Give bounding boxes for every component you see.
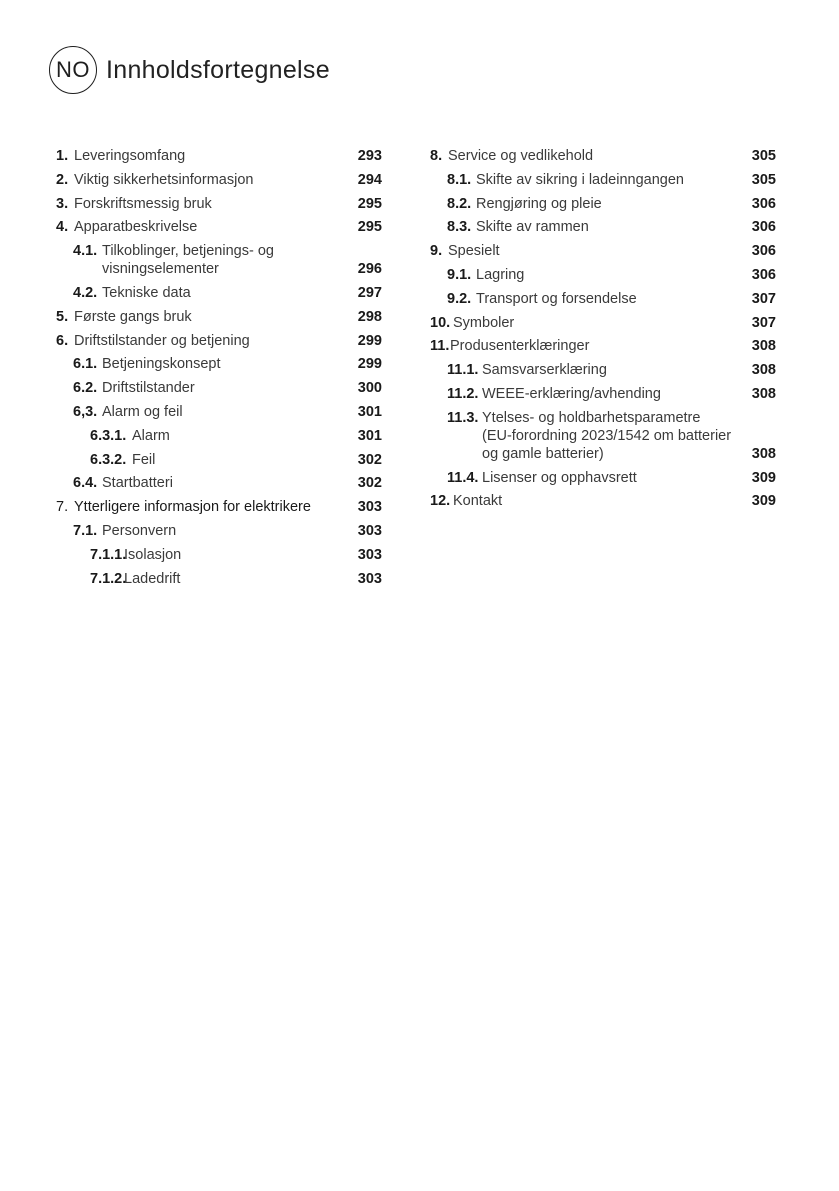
toc-number: 4. <box>56 219 69 236</box>
toc-entry[interactable] <box>56 242 382 278</box>
toc-page: 308 <box>751 338 776 355</box>
toc-number: 4.2. <box>73 284 98 301</box>
toc-title: Symboler <box>453 314 515 331</box>
toc-entry[interactable] <box>56 403 382 421</box>
toc-page: 306 <box>751 195 776 212</box>
toc-title: Alarm og feil <box>102 403 183 420</box>
toc-page: 299 <box>357 356 382 373</box>
toc-number: 11.2. <box>447 385 479 402</box>
toc-number: 11.3. <box>447 409 479 426</box>
page-title: Innholdsfortegnelse <box>106 56 330 84</box>
toc-page: 305 <box>751 148 776 164</box>
toc-entry[interactable] <box>430 361 776 379</box>
toc-title: Service og vedlikehold <box>448 148 594 164</box>
toc-number: 6,3. <box>73 403 98 420</box>
toc-title: Skifte av sikring i ladeinngangen <box>476 171 684 188</box>
toc-page: 306 <box>751 266 776 283</box>
toc-number: 9.1. <box>447 266 472 283</box>
toc-number: 9.2. <box>447 290 472 307</box>
toc-page: 306 <box>751 219 776 236</box>
toc-number: 6.1. <box>73 356 98 373</box>
toc-column-left <box>56 147 382 593</box>
toc-number: 6.2. <box>73 380 98 397</box>
toc-entry[interactable] <box>430 147 776 165</box>
toc-title: Alarm <box>132 427 170 444</box>
toc-number: 6.3.1. <box>90 427 127 444</box>
toc-entry[interactable] <box>56 379 382 397</box>
toc-page: 303 <box>357 546 382 563</box>
toc-page: 308 <box>751 362 776 379</box>
toc-entry[interactable] <box>430 492 776 510</box>
toc-page: 307 <box>751 314 776 331</box>
toc-entry[interactable] <box>430 266 776 284</box>
toc-entry[interactable] <box>56 570 382 588</box>
toc-page: 307 <box>751 290 776 307</box>
toc-title: Ytterligere informasjon for elektrikere <box>74 499 311 516</box>
toc-title: Lagring <box>476 266 525 283</box>
toc-title: Forskriftsmessig bruk <box>74 195 212 212</box>
toc-entry[interactable] <box>56 171 382 189</box>
toc-entry[interactable] <box>56 218 382 236</box>
toc-page: 303 <box>357 522 382 539</box>
toc-page: 295 <box>357 219 382 236</box>
toc-entry[interactable] <box>430 409 776 463</box>
toc-entry[interactable] <box>430 242 776 260</box>
toc-number: 8.2. <box>447 195 472 212</box>
toc-entry[interactable] <box>430 171 776 189</box>
toc-title: Rengjøring og pleie <box>476 195 602 212</box>
toc-title: Skifte av rammen <box>476 219 589 236</box>
toc-page: 293 <box>357 148 382 164</box>
toc-number: 3. <box>56 195 69 212</box>
toc-title: Isolasjon <box>124 546 182 563</box>
toc-title: Apparatbeskrivelse <box>74 219 198 236</box>
toc-number: 9. <box>430 243 443 260</box>
toc-title: Samsvarserklæring <box>482 362 607 379</box>
toc-number: 6.4. <box>73 475 98 492</box>
toc-page: 303 <box>357 570 382 587</box>
toc-number: 8. <box>430 148 443 164</box>
toc-number: 4.1. <box>73 243 98 260</box>
toc-entry[interactable] <box>430 385 776 403</box>
toc-title: Leveringsomfang <box>74 148 186 164</box>
toc-page: 295 <box>357 195 382 212</box>
toc-page: 294 <box>357 171 382 188</box>
toc-page: 303 <box>357 499 382 516</box>
toc-title: Driftstilstander <box>102 380 195 397</box>
toc-number: 1. <box>56 148 69 164</box>
toc-title: Tekniske data <box>102 284 191 301</box>
toc-page: 306 <box>751 243 776 260</box>
toc-number: 2. <box>56 171 69 188</box>
toc-entry[interactable] <box>56 195 382 213</box>
toc-page: 308 <box>751 385 776 402</box>
toc-entry[interactable] <box>430 290 776 308</box>
toc-title: Spesielt <box>448 243 500 260</box>
toc-number: 8.1. <box>447 171 472 188</box>
toc-page: 302 <box>357 475 382 492</box>
toc-page: 305 <box>751 171 776 188</box>
toc-entry[interactable] <box>430 314 776 332</box>
toc-entry[interactable] <box>430 218 776 236</box>
toc-title: Ytelses- og holdbarhetsparametre (EU-forordning 2023/1542 om batterier og gamle batterier) <box>482 409 732 462</box>
toc-page: 299 <box>357 332 382 349</box>
toc-entry[interactable] <box>56 522 382 540</box>
toc-title: Kontakt <box>453 493 503 510</box>
toc-title: Driftstilstander og betjening <box>74 332 250 349</box>
toc-entry[interactable] <box>56 474 382 492</box>
toc-page: 301 <box>357 427 382 444</box>
toc-page: 296 <box>357 261 382 278</box>
toc-title: Produsenterklæringer <box>450 338 590 355</box>
toc-entry[interactable] <box>56 308 382 326</box>
toc-number: 5. <box>56 308 69 325</box>
toc-number: 12. <box>430 493 451 510</box>
toc-number: 11. <box>430 338 450 355</box>
toc-number: 6.3.2. <box>90 451 127 468</box>
toc-title: Startbatteri <box>102 475 173 492</box>
toc-column-right <box>430 147 776 516</box>
toc-page: 301 <box>357 403 382 420</box>
toc-number: 10. <box>430 314 451 331</box>
toc-number: 7.1. <box>73 522 98 539</box>
toc-title: WEEE-erklæring/avhending <box>482 385 661 402</box>
toc-title: Viktig sikkerhetsinformasjon <box>74 171 254 188</box>
toc-number: 7.1.1. <box>90 546 127 563</box>
toc-page: 302 <box>357 451 382 468</box>
toc-page: 297 <box>357 284 382 301</box>
toc-title: Personvern <box>102 522 177 539</box>
toc-entry[interactable] <box>56 355 382 373</box>
toc-title: Lisenser og opphavsrett <box>482 469 637 486</box>
toc-title: Første gangs bruk <box>74 308 192 325</box>
toc-page: 308 <box>751 445 776 462</box>
toc-page: 309 <box>751 469 776 486</box>
toc-number: 7. <box>56 499 69 516</box>
toc-entry[interactable] <box>56 546 382 564</box>
toc-title: Feil <box>132 451 156 468</box>
toc-number: 6. <box>56 332 69 349</box>
toc-entry[interactable] <box>56 498 382 516</box>
toc-page: 300 <box>357 380 382 397</box>
toc-number: 8.3. <box>447 219 472 236</box>
toc-title: Transport og forsendelse <box>476 290 637 307</box>
toc-number: 11.4. <box>447 469 479 486</box>
toc-title: Tilkoblinger, betjenings- og visningselementer <box>102 243 274 278</box>
toc-entry[interactable] <box>56 451 382 469</box>
toc-title: Ladedrift <box>124 570 181 587</box>
toc-number: 11.1. <box>447 362 479 379</box>
toc-page: 309 <box>751 493 776 510</box>
toc-page: 298 <box>357 308 382 325</box>
toc-entry[interactable] <box>430 195 776 213</box>
toc-entry[interactable] <box>56 284 382 302</box>
toc-entry[interactable] <box>56 427 382 445</box>
toc-entry[interactable] <box>430 469 776 487</box>
language-badge: NO <box>49 46 97 94</box>
toc-entry[interactable] <box>430 337 776 355</box>
toc-number: 7.1.2. <box>90 570 127 587</box>
toc-entry[interactable] <box>56 147 382 165</box>
toc-title: Betjeningskonsept <box>102 356 221 373</box>
toc-entry[interactable] <box>56 332 382 350</box>
